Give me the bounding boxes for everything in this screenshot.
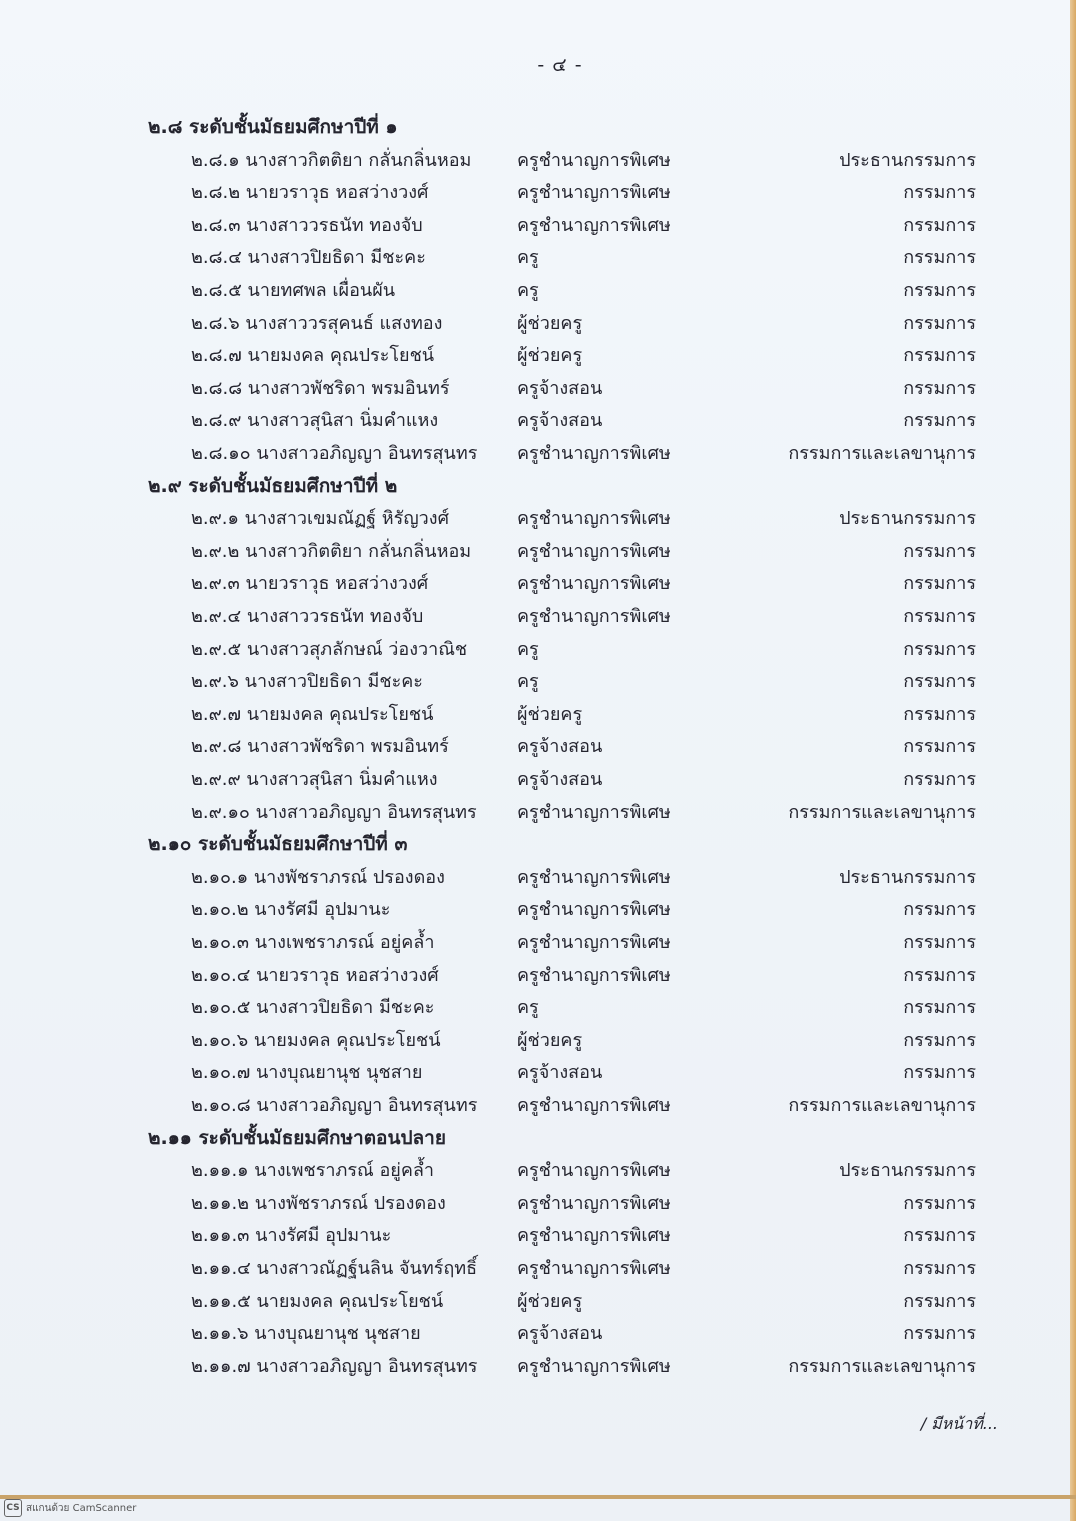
- member-position: ผู้ช่วยครู: [517, 703, 583, 725]
- committee-member-row: [0, 242, 1076, 272]
- member-position: ครูชำนาญการพิเศษ: [517, 606, 671, 627]
- member-name: ๒.๑๐.๒ นางรัศมี อุปมานะ: [191, 899, 391, 921]
- committee-member-row: [0, 145, 1076, 175]
- section-title: ๒.๑๐ ระดับชั้นมัธยมศึกษาปีที่ ๓: [148, 833, 408, 856]
- member-position: ผู้ช่วยครู: [517, 1290, 583, 1312]
- member-name: ๒.๘.๒ นายวราวุธ หอสว่างวงศ์: [191, 182, 429, 204]
- committee-member-row: [0, 373, 1076, 403]
- member-role: ประธานกรรมการ: [839, 508, 976, 530]
- scanner-watermark-text: สแกนด้วย CamScanner: [26, 1502, 137, 1514]
- member-role: กรรมการ: [903, 769, 976, 790]
- committee-member-row: [0, 568, 1076, 598]
- member-name: ๒.๘.๓ นางสาววรธนัท ทองจับ: [191, 214, 423, 236]
- member-position: ครูจ้างสอน: [517, 410, 603, 432]
- member-position: ผู้ช่วยครู: [517, 1029, 583, 1051]
- committee-member-row: [0, 1025, 1076, 1055]
- member-role: กรรมการ: [903, 606, 976, 627]
- member-role: กรรมการ: [903, 540, 976, 562]
- member-position: ครูชำนาญการพิเศษ: [517, 964, 671, 986]
- member-name: ๒.๙.๕ นางสาวสุภลักษณ์ ว่องวาณิช: [191, 638, 468, 660]
- committee-member-row: [0, 1090, 1076, 1120]
- member-position: ครูชำนาญการพิเศษ: [517, 508, 671, 530]
- committee-member-row: [0, 1220, 1076, 1250]
- member-role: กรรมการ: [903, 932, 976, 953]
- committee-member-row: [0, 1057, 1076, 1087]
- member-position: ครูจ้างสอน: [517, 377, 603, 399]
- member-name: ๒.๙.๘ นางสาวพัชริดา พรมอินทร์: [191, 736, 449, 758]
- member-role: กรรมการ: [903, 1029, 976, 1051]
- member-name: ๒.๙.๑๐ นางสาวอภิญญา อินทรสุนทร: [191, 801, 477, 823]
- section-title: ๒.๘ ระดับชั้นมัธยมศึกษาปีที่ ๑: [148, 116, 398, 138]
- member-position: ครู: [517, 671, 539, 693]
- committee-member-row: [0, 210, 1076, 240]
- member-position: ครู: [517, 638, 539, 660]
- member-position: ครูชำนาญการพิเศษ: [517, 899, 671, 921]
- member-name: ๒.๑๐.๗ นางบุณยานุช นุชสาย: [191, 1062, 423, 1084]
- committee-member-row: [0, 927, 1076, 957]
- member-name: ๒.๑๑.๑ นางเพชราภรณ์ อยู่คล้ำ: [191, 1160, 435, 1182]
- member-position: ครู: [517, 997, 539, 1019]
- committee-member-row: [0, 1351, 1076, 1381]
- committee-member-row: [0, 894, 1076, 924]
- member-name: ๒.๘.๕ นายทศพล เผื่อนผัน: [191, 280, 396, 301]
- member-position: ครูชำนาญการพิเศษ: [517, 573, 671, 595]
- member-name: ๒.๑๐.๑ นางพัชราภรณ์ ปรองดอง: [191, 866, 445, 888]
- member-name: ๒.๘.๑๐ นางสาวอภิญญา อินทรสุนทร: [191, 443, 478, 464]
- member-name: ๒.๙.๗ นายมงคล คุณประโยชน์: [191, 703, 434, 725]
- member-role: กรรมการ: [903, 377, 976, 399]
- committee-member-row: [0, 797, 1076, 827]
- member-role: กรรมการ: [903, 1225, 976, 1247]
- committee-member-row: [0, 438, 1076, 468]
- committee-member-row: [0, 405, 1076, 435]
- member-role: กรรมการ: [903, 997, 976, 1019]
- member-role: กรรมการ: [903, 1323, 976, 1345]
- member-name: ๒.๑๑.๒ นางพัชราภรณ์ ปรองดอง: [191, 1192, 446, 1214]
- page-number: - ๔ -: [537, 54, 583, 76]
- member-role: กรรมการ: [903, 899, 976, 921]
- member-position: ครูชำนาญการพิเศษ: [517, 932, 671, 953]
- member-position: ครูชำนาญการพิเศษ: [517, 801, 671, 823]
- member-name: ๒.๙.๒ นางสาวกิตติยา กลั่นกลิ่นหอม: [191, 540, 472, 562]
- member-name: ๒.๙.๔ นางสาววรธนัท ทองจับ: [191, 606, 424, 627]
- member-role: กรรมการ: [903, 410, 976, 432]
- member-position: ครูชำนาญการพิเศษ: [517, 1192, 671, 1214]
- member-name: ๒.๑๐.๔ นายวราวุธ หอสว่างวงศ์: [191, 964, 439, 986]
- member-name: ๒.๘.๔ นางสาวปิยธิดา มีชะคะ: [191, 247, 426, 269]
- member-role: กรรมการ: [903, 1258, 976, 1279]
- member-name: ๒.๑๑.๓ นางรัศมี อุปมานะ: [191, 1225, 392, 1247]
- member-position: ครู: [517, 247, 539, 269]
- member-role: กรรมการ: [903, 247, 976, 269]
- page-bottom-edge: [0, 1495, 1076, 1499]
- member-role: กรรมการ: [903, 638, 976, 660]
- member-role: กรรมการ: [903, 671, 976, 693]
- member-name: ๒.๙.๖ นางสาวปิยธิดา มีชะคะ: [191, 671, 423, 693]
- committee-member-row: [0, 862, 1076, 892]
- committee-member-row: [0, 275, 1076, 305]
- member-name: ๒.๘.๗ นายมงคล คุณประโยชน์: [191, 345, 435, 367]
- member-name: ๒.๑๐.๕ นางสาวปิยธิดา มีชะคะ: [191, 997, 435, 1019]
- member-role: ประธานกรรมการ: [839, 1160, 976, 1182]
- member-position: ครูจ้างสอน: [517, 1323, 603, 1345]
- committee-member-row: [0, 601, 1076, 631]
- member-role: กรรมการ: [903, 312, 976, 334]
- committee-member-row: [0, 340, 1076, 370]
- member-name: ๒.๘.๙ นางสาวสุนิสา นิ่มคำแหง: [191, 410, 439, 432]
- member-name: ๒.๑๐.๖ นายมงคล คุณประโยชน์: [191, 1029, 441, 1051]
- member-role: กรรมการ: [903, 1192, 976, 1214]
- committee-member-row: [0, 308, 1076, 338]
- committee-member-row: [0, 503, 1076, 533]
- member-position: ครูชำนาญการพิเศษ: [517, 1355, 671, 1377]
- member-role: กรรมการและเลขานุการ: [788, 801, 976, 823]
- member-role: กรรมการและเลขานุการ: [788, 443, 976, 464]
- member-position: ครูชำนาญการพิเศษ: [517, 149, 671, 171]
- committee-member-row: [0, 992, 1076, 1022]
- member-name: ๒.๑๐.๓ นางเพชราภรณ์ อยู่คล้ำ: [191, 932, 435, 953]
- member-role: กรรมการและเลขานุการ: [788, 1355, 976, 1377]
- member-position: ครูชำนาญการพิเศษ: [517, 866, 671, 888]
- member-position: ครูชำนาญการพิเศษ: [517, 1095, 671, 1116]
- member-position: ครูชำนาญการพิเศษ: [517, 214, 671, 236]
- member-name: ๒.๘.๑ นางสาวกิตติยา กลั่นกลิ่นหอม: [191, 149, 472, 171]
- member-name: ๒.๑๑.๗ นางสาวอภิญญา อินทรสุนทร: [191, 1355, 478, 1377]
- committee-member-row: [0, 1318, 1076, 1348]
- camscanner-logo-icon: CS: [4, 1499, 22, 1517]
- member-position: ครูจ้างสอน: [517, 769, 603, 790]
- member-name: ๒.๙.๑ นางสาวเขมณัฏฐ์ หิรัญวงศ์: [191, 508, 449, 530]
- member-role: กรรมการ: [903, 1062, 976, 1084]
- member-name: ๒.๑๑.๔ นางสาวณัฏฐ์นลิน จันทร์ฤทธิ์: [191, 1258, 478, 1279]
- member-position: ครูจ้างสอน: [517, 1062, 603, 1084]
- section-title: ๒.๑๑ ระดับชั้นมัธยมศึกษาตอนปลาย: [148, 1126, 446, 1149]
- member-name: ๒.๙.๓ นายวราวุธ หอสว่างวงศ์: [191, 573, 429, 595]
- committee-member-row: [0, 666, 1076, 696]
- member-role: กรรมการ: [903, 214, 976, 236]
- committee-member-row: [0, 960, 1076, 990]
- member-role: กรรมการและเลขานุการ: [788, 1095, 976, 1116]
- member-position: ครูจ้างสอน: [517, 736, 603, 758]
- committee-member-row: [0, 1188, 1076, 1218]
- member-name: ๒.๙.๙ นางสาวสุนิสา นิ่มคำแหง: [191, 769, 438, 790]
- committee-member-row: [0, 177, 1076, 207]
- member-position: ครูชำนาญการพิเศษ: [517, 443, 671, 464]
- member-position: ผู้ช่วยครู: [517, 312, 583, 334]
- member-role: กรรมการ: [903, 964, 976, 986]
- member-position: ครูชำนาญการพิเศษ: [517, 1225, 671, 1247]
- member-name: ๒.๑๑.๖ นางบุณยานุช นุชสาย: [191, 1323, 421, 1345]
- member-role: กรรมการ: [903, 573, 976, 595]
- member-role: ประธานกรรมการ: [839, 149, 976, 171]
- member-role: ประธานกรรมการ: [839, 866, 976, 888]
- member-name: ๒.๑๐.๘ นางสาวอภิญญา อินทรสุนทร: [191, 1095, 478, 1116]
- member-role: กรรมการ: [903, 345, 976, 367]
- member-name: ๒.๘.๖ นางสาววรสุคนธ์ แสงทอง: [191, 312, 443, 334]
- member-role: กรรมการ: [903, 736, 976, 758]
- section-title: ๒.๙ ระดับชั้นมัธยมศึกษาปีที่ ๒: [148, 474, 398, 497]
- member-role: กรรมการ: [903, 703, 976, 725]
- member-role: กรรมการ: [903, 182, 976, 204]
- scanner-watermark: [4, 1499, 136, 1517]
- member-role: กรรมการ: [903, 280, 976, 301]
- member-position: ครูชำนาญการพิเศษ: [517, 540, 671, 562]
- committee-member-row: [0, 634, 1076, 664]
- member-position: ผู้ช่วยครู: [517, 345, 583, 367]
- member-role: กรรมการ: [903, 1290, 976, 1312]
- committee-member-row: [0, 1155, 1076, 1185]
- continuation-note: / มีหน้าที่...: [920, 1414, 998, 1433]
- member-position: ครูชำนาญการพิเศษ: [517, 1258, 671, 1279]
- committee-member-row: [0, 731, 1076, 761]
- member-position: ครูชำนาญการพิเศษ: [517, 1160, 671, 1182]
- committee-member-row: [0, 764, 1076, 794]
- member-position: ครู: [517, 280, 539, 301]
- member-position: ครูชำนาญการพิเศษ: [517, 182, 671, 204]
- committee-member-row: [0, 1286, 1076, 1316]
- committee-member-row: [0, 699, 1076, 729]
- committee-member-row: [0, 536, 1076, 566]
- committee-member-row: [0, 1253, 1076, 1283]
- member-name: ๒.๑๑.๕ นายมงคล คุณประโยชน์: [191, 1290, 444, 1312]
- member-name: ๒.๘.๘ นางสาวพัชริดา พรมอินทร์: [191, 377, 450, 399]
